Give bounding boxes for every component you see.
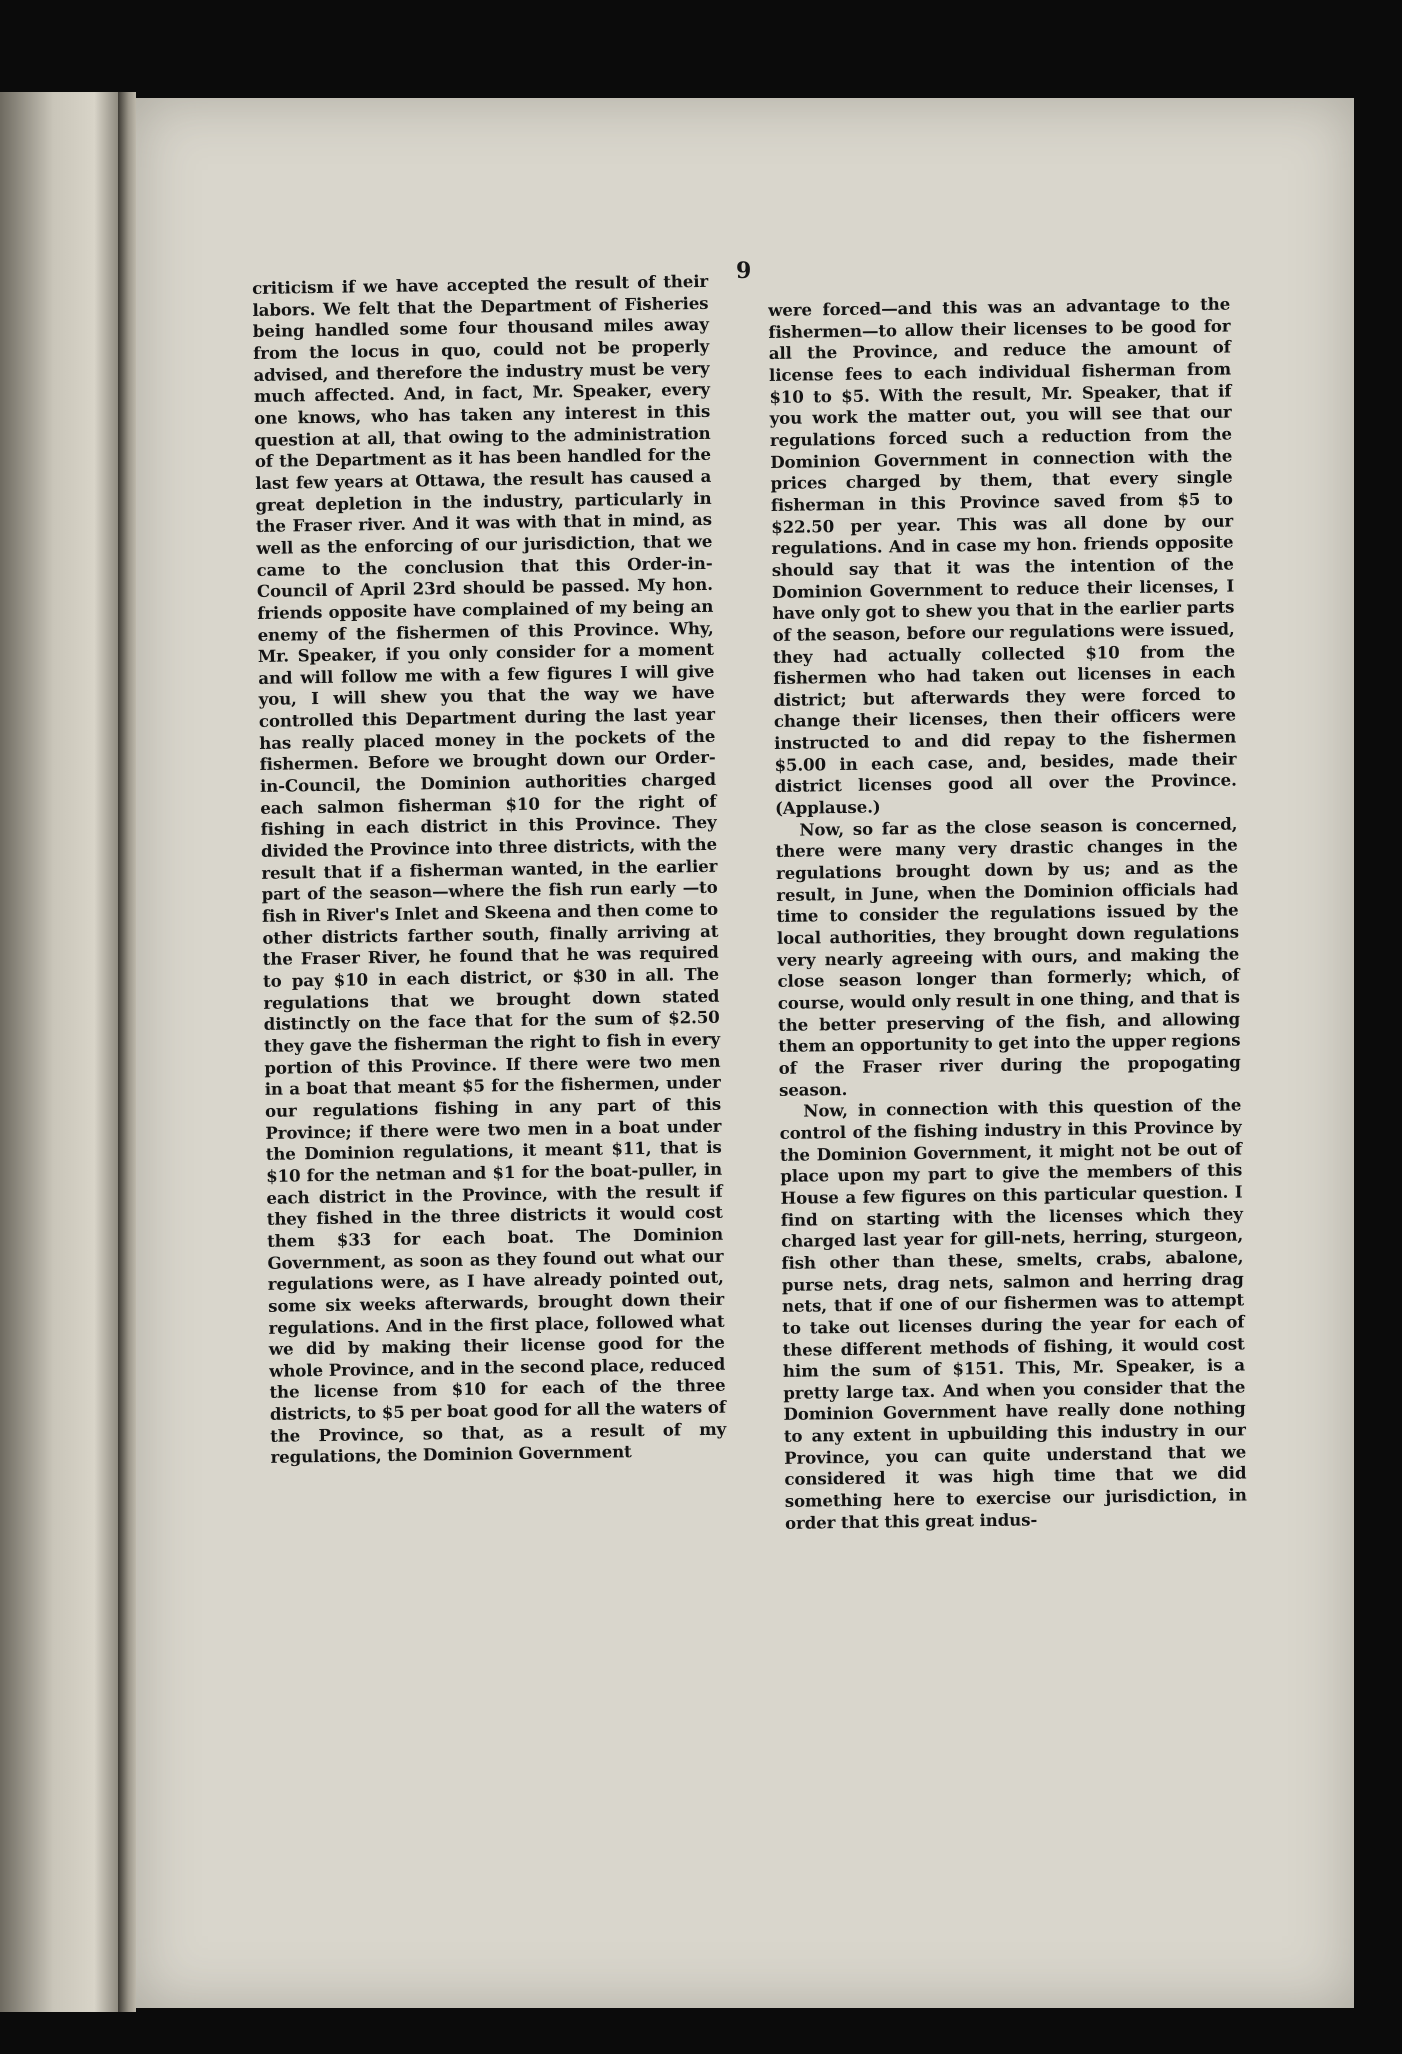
previous-page-edge	[0, 92, 118, 2012]
page-number: 9	[736, 258, 752, 284]
right-paragraph-3: Now, in connection with this question of the control of the fishing industry in this Province by the Dominion Government, it might not be out of place upon my part to give the members of this House a few figures on this particular question. I find on starting with the licenses which they charged last year for gill-nets, herring, sturgeon, fish other than these, smelts, crabs, abalone, purse nets, drag nets, salmon and herring drag nets, that if one of our fishermen was to attempt to take out licenses during the year for each of these different methods of fishing, it would cost him the sum of $151. This, Mr. Speaker, is a pretty large tax. And when you consider that the Dominion Government have really done nothing to any extent in upbuilding this industry in our Province, you can quite understand that we considered it was high time that we did something here to exercise our jurisdiction, in order that this great indus-	[779, 1094, 1247, 1533]
right-paragraph-2: Now, so far as the close season is concerned, there were many very drastic changes in the regulations brought down by us; and as the result, in June, when the Dominion officials had time to consider the regulations issued by the local authorities, they brought down regulations very nearly agreeing with ours, and making the close season longer than formerly; which, of course, would only result in one thing, and that is the better preserving of the fish, and allowing them an opportunity to get into the upper regions of the Fraser river during the propogating season.	[775, 813, 1241, 1100]
right-column	[768, 294, 1247, 1535]
left-paragraph-1: criticism if we have accepted the result of their labors. We felt that the Department of Fisheries being handled some four thousand miles away from the locus in quo, could not be properly advised, and therefore the industry must be very much affected. And, in fact, Mr. Speaker, every one knows, who has taken any interest in this question at all, that owing to the administration of the Department as it has been handled for the last few years at Ottawa, the result has caused a great depletion in the industry, particularly in the Fraser river. And it was with that in mind, as well as the enforcing of our jurisdiction, that we came to the conclusion that this Order-in-Council of April 23rd should be passed. My hon. friends opposite have complained of my being an enemy of the fishermen of this Province. Why, Mr. Speaker, if you only consider for a moment and will follow me with a few figures I will give you, I will shew you that the way we have controlled this Department during the last year has really placed money in the pockets of the fishermen. Before we brought down our Order-in-Council, the Dominion authorities charged each salmon fisherman $10 for the right of fishing in each district in this Province. They divided the Province into three districts, with the result that if a fisherman wanted, in the earlier part of the season—where the fish run early —to fish in River's Inlet and Skeena and then come to other districts farther south, finally arriving at the Fraser River, he found that he was required to pay $10 in each district, or $30 in all. The regulations that we brought down stated distinctly on the face that for the sum of $2.50 they gave the fisherman the right to fish in every portion of this Province. If there were two men in a boat that meant $5 for the fishermen, under our regulations fishing in any part of this Province; if there were two men in a boat under the Dominion regulations, it meant $11, that is $10 for the netman and $1 for the boat-puller, in each district in the Province, with the result if they fished in the three districts it would cost them $33 for each boat. The Dominion Government, as soon as they found out what our regulations were, as I have already pointed out, some six weeks afterwards, brought down their regulations. And in the first place, followed what we did by making their license good for the whole Province, and in the second place, reduced the license from $10 for each of the three districts, to $5 per boat good for all the waters of the Province, so that, as a result of my regulations, the Dominion Government	[252, 270, 727, 1468]
right-paragraph-1: were forced—and this was an advantage to the fishermen—to allow their licenses to be good for all the Province, and reduce the amount of license fees to each individual fisherman from $10 to $5. With the result, Mr. Speaker, that if you work the matter out, you will see that our regulations forced such a reduction from the Dominion Government in connection with the prices charged by them, that every single fisherman in this Province saved from $5 to $22.50 per year. This was all done by our regulations. And in case my hon. friends opposite should say that it was the intention of the Dominion Government to reduce their licenses, I have only got to shew you that in the earlier parts of the season, before our regulations were issued, they had actually collected $10 from the fishermen who had taken out licenses in each district; but afterwards they were forced to change their licenses, then their officers were instructed to and did repay to the fishermen $5.00 in each case, and, besides, made their district licenses good all over the Province. (Applause.)	[768, 293, 1237, 819]
book-gutter	[118, 92, 136, 2012]
left-column	[252, 271, 727, 1469]
